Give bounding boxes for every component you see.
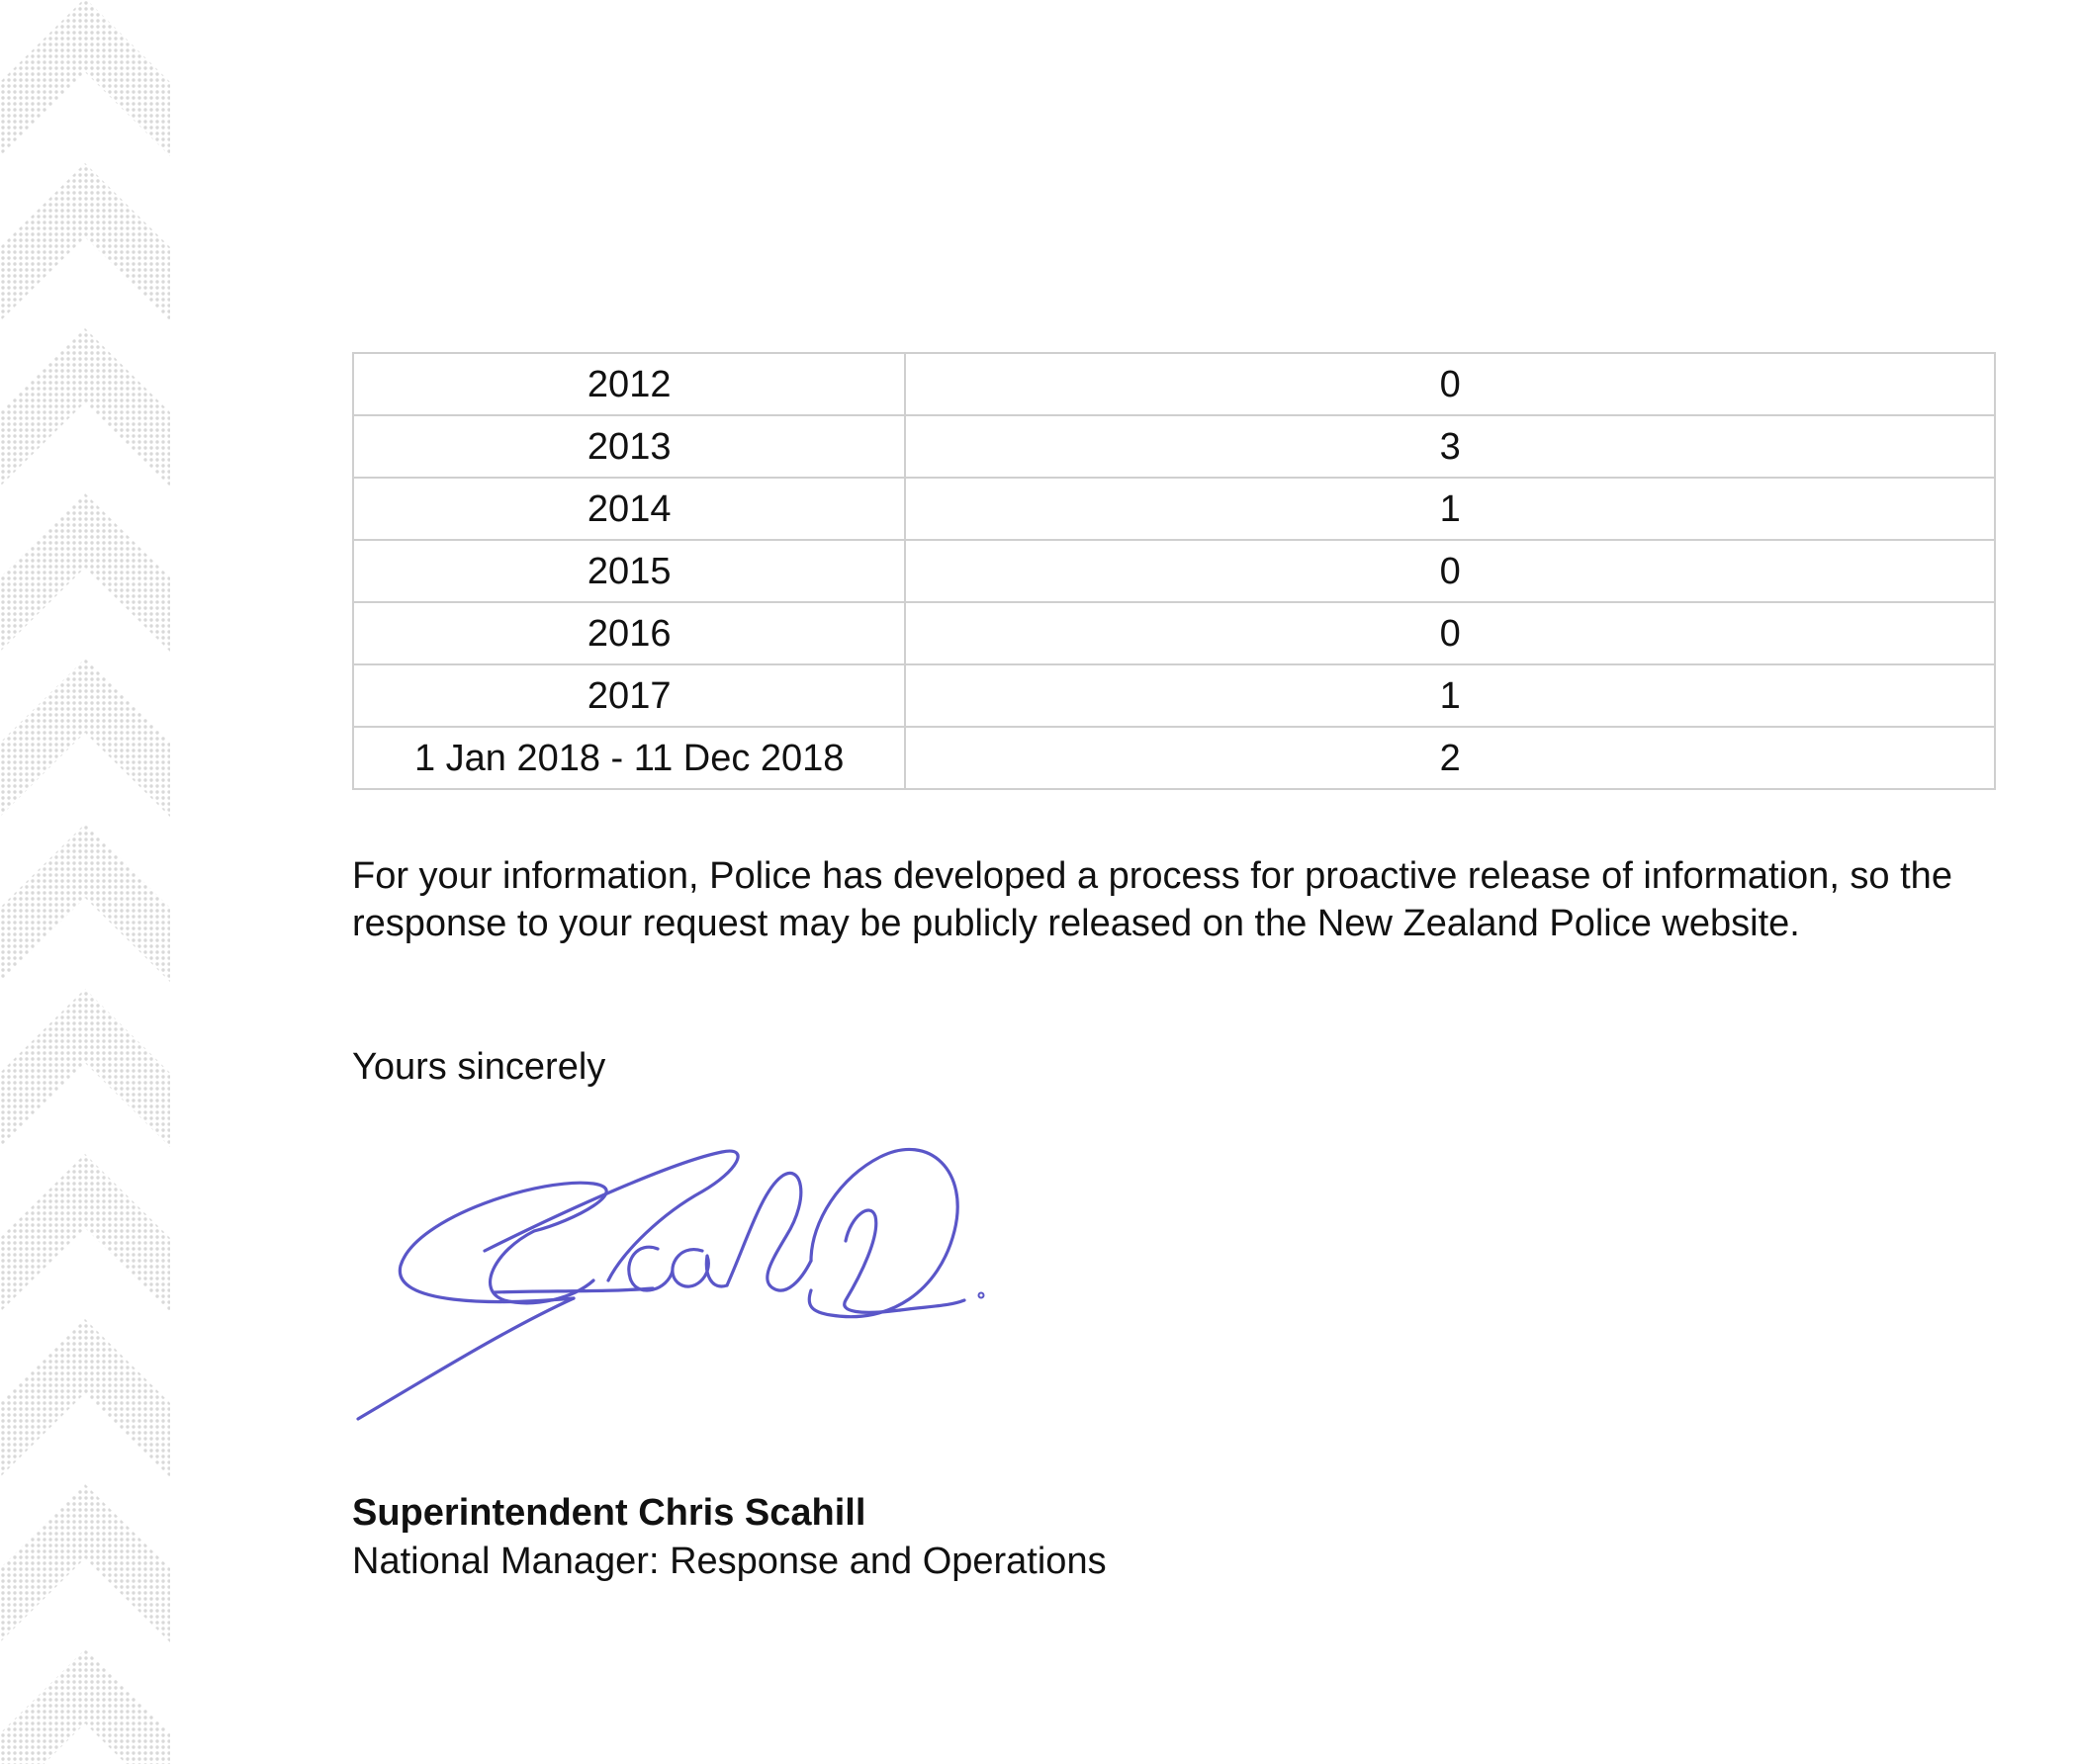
incident-count-table — [352, 352, 1996, 790]
count-cell: 0 — [905, 602, 1995, 664]
chevron-shape — [0, 989, 170, 1147]
page-content — [352, 352, 1996, 790]
chevron-shape — [0, 824, 170, 982]
table-row — [353, 478, 1995, 540]
table-row — [353, 727, 1995, 789]
count-cell: 1 — [905, 478, 1995, 540]
period-cell: 2015 — [353, 540, 905, 602]
count-cell: 2 — [905, 727, 1995, 789]
table-row — [353, 353, 1995, 415]
period-cell: 2016 — [353, 602, 905, 664]
chevron-shape — [0, 1319, 170, 1477]
chevron-shape — [0, 0, 170, 156]
chevron-margin-pattern — [0, 0, 170, 1764]
info-paragraph: For your information, Police has developed a process for proactive release of information, so the response to your request may be publicly released on the New Zealand Police website. — [352, 855, 1952, 944]
signatory-name: Superintendent Chris Scahill — [352, 1492, 866, 1534]
table-row — [353, 602, 1995, 664]
chevron-shape — [0, 1154, 170, 1312]
period-cell: 2012 — [353, 353, 905, 415]
signatory-title: National Manager: Response and Operations — [352, 1541, 1107, 1582]
table-row — [353, 664, 1995, 727]
count-cell: 0 — [905, 540, 1995, 602]
chevron-shape — [0, 328, 170, 486]
table-row — [353, 415, 1995, 478]
period-cell: 2017 — [353, 664, 905, 727]
chevron-shape — [0, 163, 170, 321]
count-cell: 1 — [905, 664, 1995, 727]
period-cell: 2014 — [353, 478, 905, 540]
count-cell: 3 — [905, 415, 1995, 478]
chevron-shape — [0, 1649, 170, 1764]
count-cell: 0 — [905, 353, 1995, 415]
period-cell: 2013 — [353, 415, 905, 478]
chevron-shape — [0, 493, 170, 652]
closing-salutation: Yours sincerely — [352, 1046, 606, 1088]
period-cell: 1 Jan 2018 - 11 Dec 2018 — [353, 727, 905, 789]
handwritten-signature-icon — [346, 1132, 999, 1439]
table-row — [353, 540, 1995, 602]
chevron-shape — [0, 659, 170, 817]
chevron-shape — [0, 1484, 170, 1642]
